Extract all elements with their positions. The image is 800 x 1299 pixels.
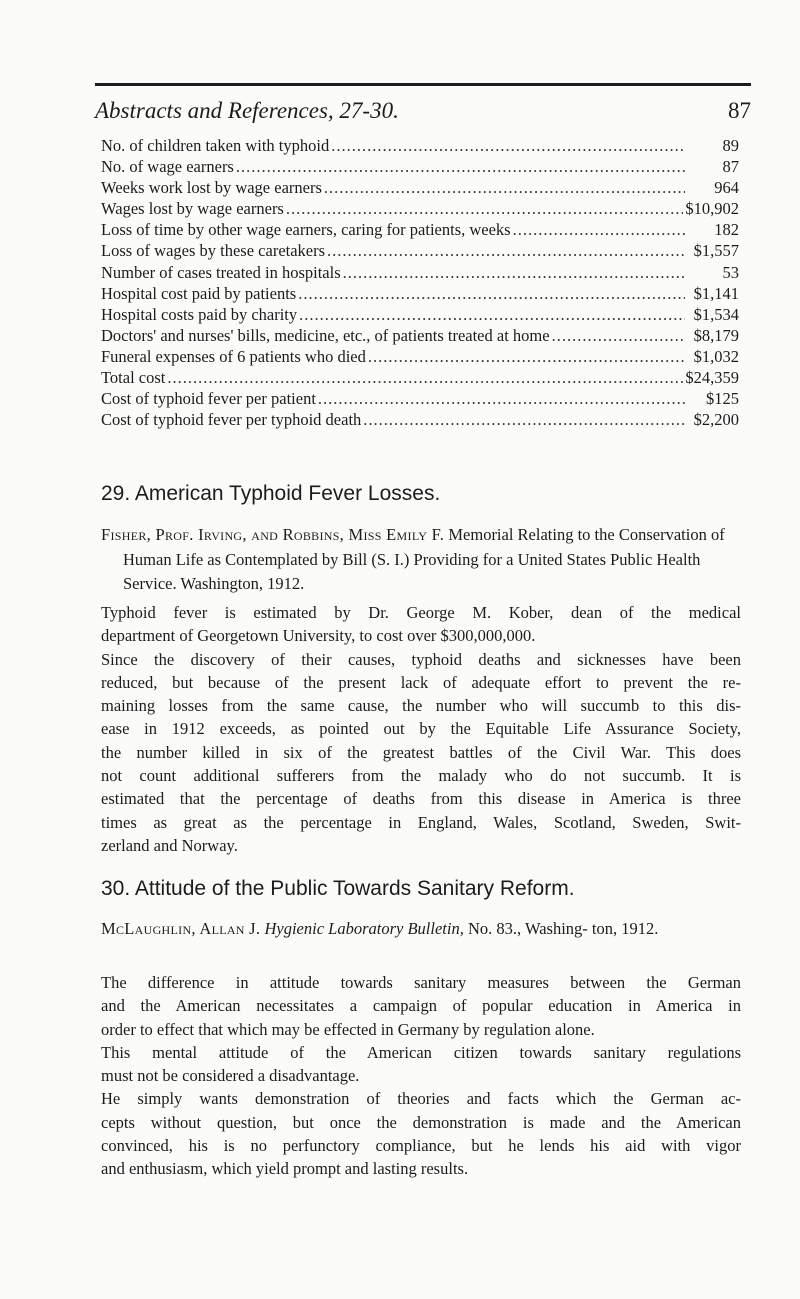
- row-value: $125: [706, 389, 739, 409]
- leader-dots: [318, 389, 685, 409]
- table-row: [101, 241, 739, 262]
- section-30-citation: [101, 917, 741, 942]
- citation-authors: Fisher, Prof. Irving, and Robbins, Miss Emily F.: [101, 525, 445, 544]
- table-row: [101, 389, 739, 410]
- text-line: cepts without question, but once the demonstration is made and the American: [101, 1112, 741, 1132]
- leader-dots: [343, 263, 685, 283]
- citation-journal: Hygienic Laboratory Bulletin,: [264, 919, 464, 938]
- row-value: 87: [722, 157, 739, 177]
- row-value: 182: [714, 220, 739, 240]
- table-row: [101, 178, 739, 199]
- leader-dots: [552, 326, 685, 346]
- table-row: [101, 347, 739, 368]
- page-number: 87: [728, 98, 751, 123]
- table-row: [101, 136, 739, 157]
- text-line: times as great as the percentage in England, Wales, Scotland, Sweden, Swit-: [101, 812, 741, 832]
- row-value: $8,179: [693, 325, 739, 345]
- row-label: No. of wage earners: [101, 157, 234, 177]
- leader-dots: [324, 178, 685, 198]
- section-30-paragraph: [101, 971, 741, 1181]
- row-value: $1,141: [693, 283, 739, 303]
- leader-dots: [236, 157, 685, 177]
- row-label: Loss of time by other wage earners, caring for patients, weeks: [101, 220, 511, 240]
- citation-text: ton, 1912.: [591, 919, 659, 938]
- running-title: Abstracts and References, 27-30.: [95, 98, 399, 123]
- row-value: $1,032: [693, 346, 739, 366]
- row-value: $1,534: [693, 304, 739, 324]
- row-value: $2,200: [693, 410, 739, 430]
- row-label: Number of cases treated in hospitals: [101, 262, 341, 282]
- row-label: Loss of wages by these caretakers: [101, 241, 326, 261]
- text-line: the number killed in six of the greatest battles of the Civil War. This does: [101, 742, 741, 762]
- citation-text: Memorial Relating to: [448, 525, 591, 544]
- section-29-paragraph: [101, 601, 741, 857]
- table-row: [101, 263, 739, 284]
- row-value: 964: [714, 178, 739, 198]
- leader-dots: [513, 220, 685, 240]
- row-label: Doctors' and nurses' bills, medicine, etc., of patients treated at home: [101, 325, 550, 345]
- table-row: [101, 368, 739, 389]
- section-30-heading: 30. Attitude of the Public Towards Sanitary Reform.: [101, 877, 575, 900]
- leader-dots: [331, 136, 685, 156]
- text-line: ease in 1912 exceeds, as pointed out by the Equitable Life Assurance Society,: [101, 719, 741, 739]
- row-label: Cost of typhoid fever per patient: [101, 389, 316, 409]
- running-header: [95, 98, 751, 124]
- leader-dots: [286, 199, 684, 219]
- text-line: and the American necessitates a campaign of popular education in America in: [101, 996, 741, 1016]
- row-value: $1,557: [693, 241, 739, 261]
- text-line: reduced, but because of the present lack of adequate effort to prevent the re-: [101, 672, 741, 692]
- table-row: [101, 199, 739, 220]
- text-line: zerland and Norway.: [101, 835, 238, 855]
- row-label: Total cost: [101, 368, 166, 388]
- table-row: [101, 284, 739, 305]
- row-value: 89: [722, 136, 739, 155]
- text-line: estimated that the percentage of deaths from this disease in America is three: [101, 789, 741, 809]
- table-row: [101, 305, 739, 326]
- leader-dots: [368, 347, 685, 367]
- leader-dots: [167, 368, 683, 388]
- citation-text: for a United States Public Health Service. Washington, 1912.: [123, 549, 701, 593]
- citation-text: No. 83., Washing-: [467, 919, 588, 938]
- section-29-citation: [101, 523, 741, 597]
- row-value: $24,359: [685, 368, 739, 388]
- table-row: [101, 157, 739, 178]
- row-label: Cost of typhoid fever per typhoid death: [101, 410, 362, 430]
- citation-text: the Conservation of Human Life as Contemplated by Bill (S. I.) Providing: [123, 525, 725, 569]
- row-value: $10,902: [685, 199, 739, 219]
- text-line: This mental attitude of the American citizen towards sanitary regulations: [101, 1042, 741, 1062]
- text-line: maining losses from the same cause, the number who will succumb to this dis-: [101, 696, 741, 716]
- table-row: [101, 326, 739, 347]
- row-label: Weeks work lost by wage earners: [101, 178, 322, 198]
- citation-authors: McLaughlin, Allan J.: [101, 919, 261, 938]
- section-29-heading: 29. American Typhoid Fever Losses.: [101, 482, 441, 505]
- text-line: He simply wants demonstration of theories and facts which the German ac-: [101, 1089, 741, 1109]
- text-line: convinced, his is no perfunctory compliance, but he lends his aid with vigor: [101, 1136, 741, 1156]
- table-row: [101, 410, 739, 431]
- row-value: 53: [722, 262, 739, 282]
- text-line: and enthusiasm, which yield prompt and lasting results.: [101, 1159, 469, 1179]
- text-line: The difference in attitude towards sanitary measures between the German: [101, 973, 741, 992]
- text-line: Typhoid fever is estimated by Dr. George M. Kober, dean of the medical: [101, 603, 741, 622]
- text-line: department of Georgetown University, to cost over $300,000,000.: [101, 626, 536, 646]
- leader-dots: [327, 241, 685, 261]
- row-label: Funeral expenses of 6 patients who died: [101, 346, 366, 366]
- cost-table: [101, 136, 739, 431]
- text-line: must not be considered a disadvantage.: [101, 1066, 360, 1086]
- leader-dots: [299, 305, 685, 325]
- row-label: Hospital cost paid by patients: [101, 283, 297, 303]
- leader-dots: [363, 410, 685, 430]
- table-row: [101, 220, 739, 241]
- text-line: Since the discovery of their causes, typhoid deaths and sicknesses have been: [101, 649, 741, 669]
- leader-dots: [298, 284, 685, 304]
- text-line: not count additional sufferers from the malady who do not succumb. It is: [101, 766, 741, 786]
- header-rule: [95, 83, 751, 86]
- row-label: Hospital costs paid by charity: [101, 304, 298, 324]
- row-label: No. of children taken with typhoid: [101, 136, 330, 155]
- row-label: Wages lost by wage earners: [101, 199, 284, 219]
- text-line: order to effect that which may be effected in Germany by regulation alone.: [101, 1019, 595, 1039]
